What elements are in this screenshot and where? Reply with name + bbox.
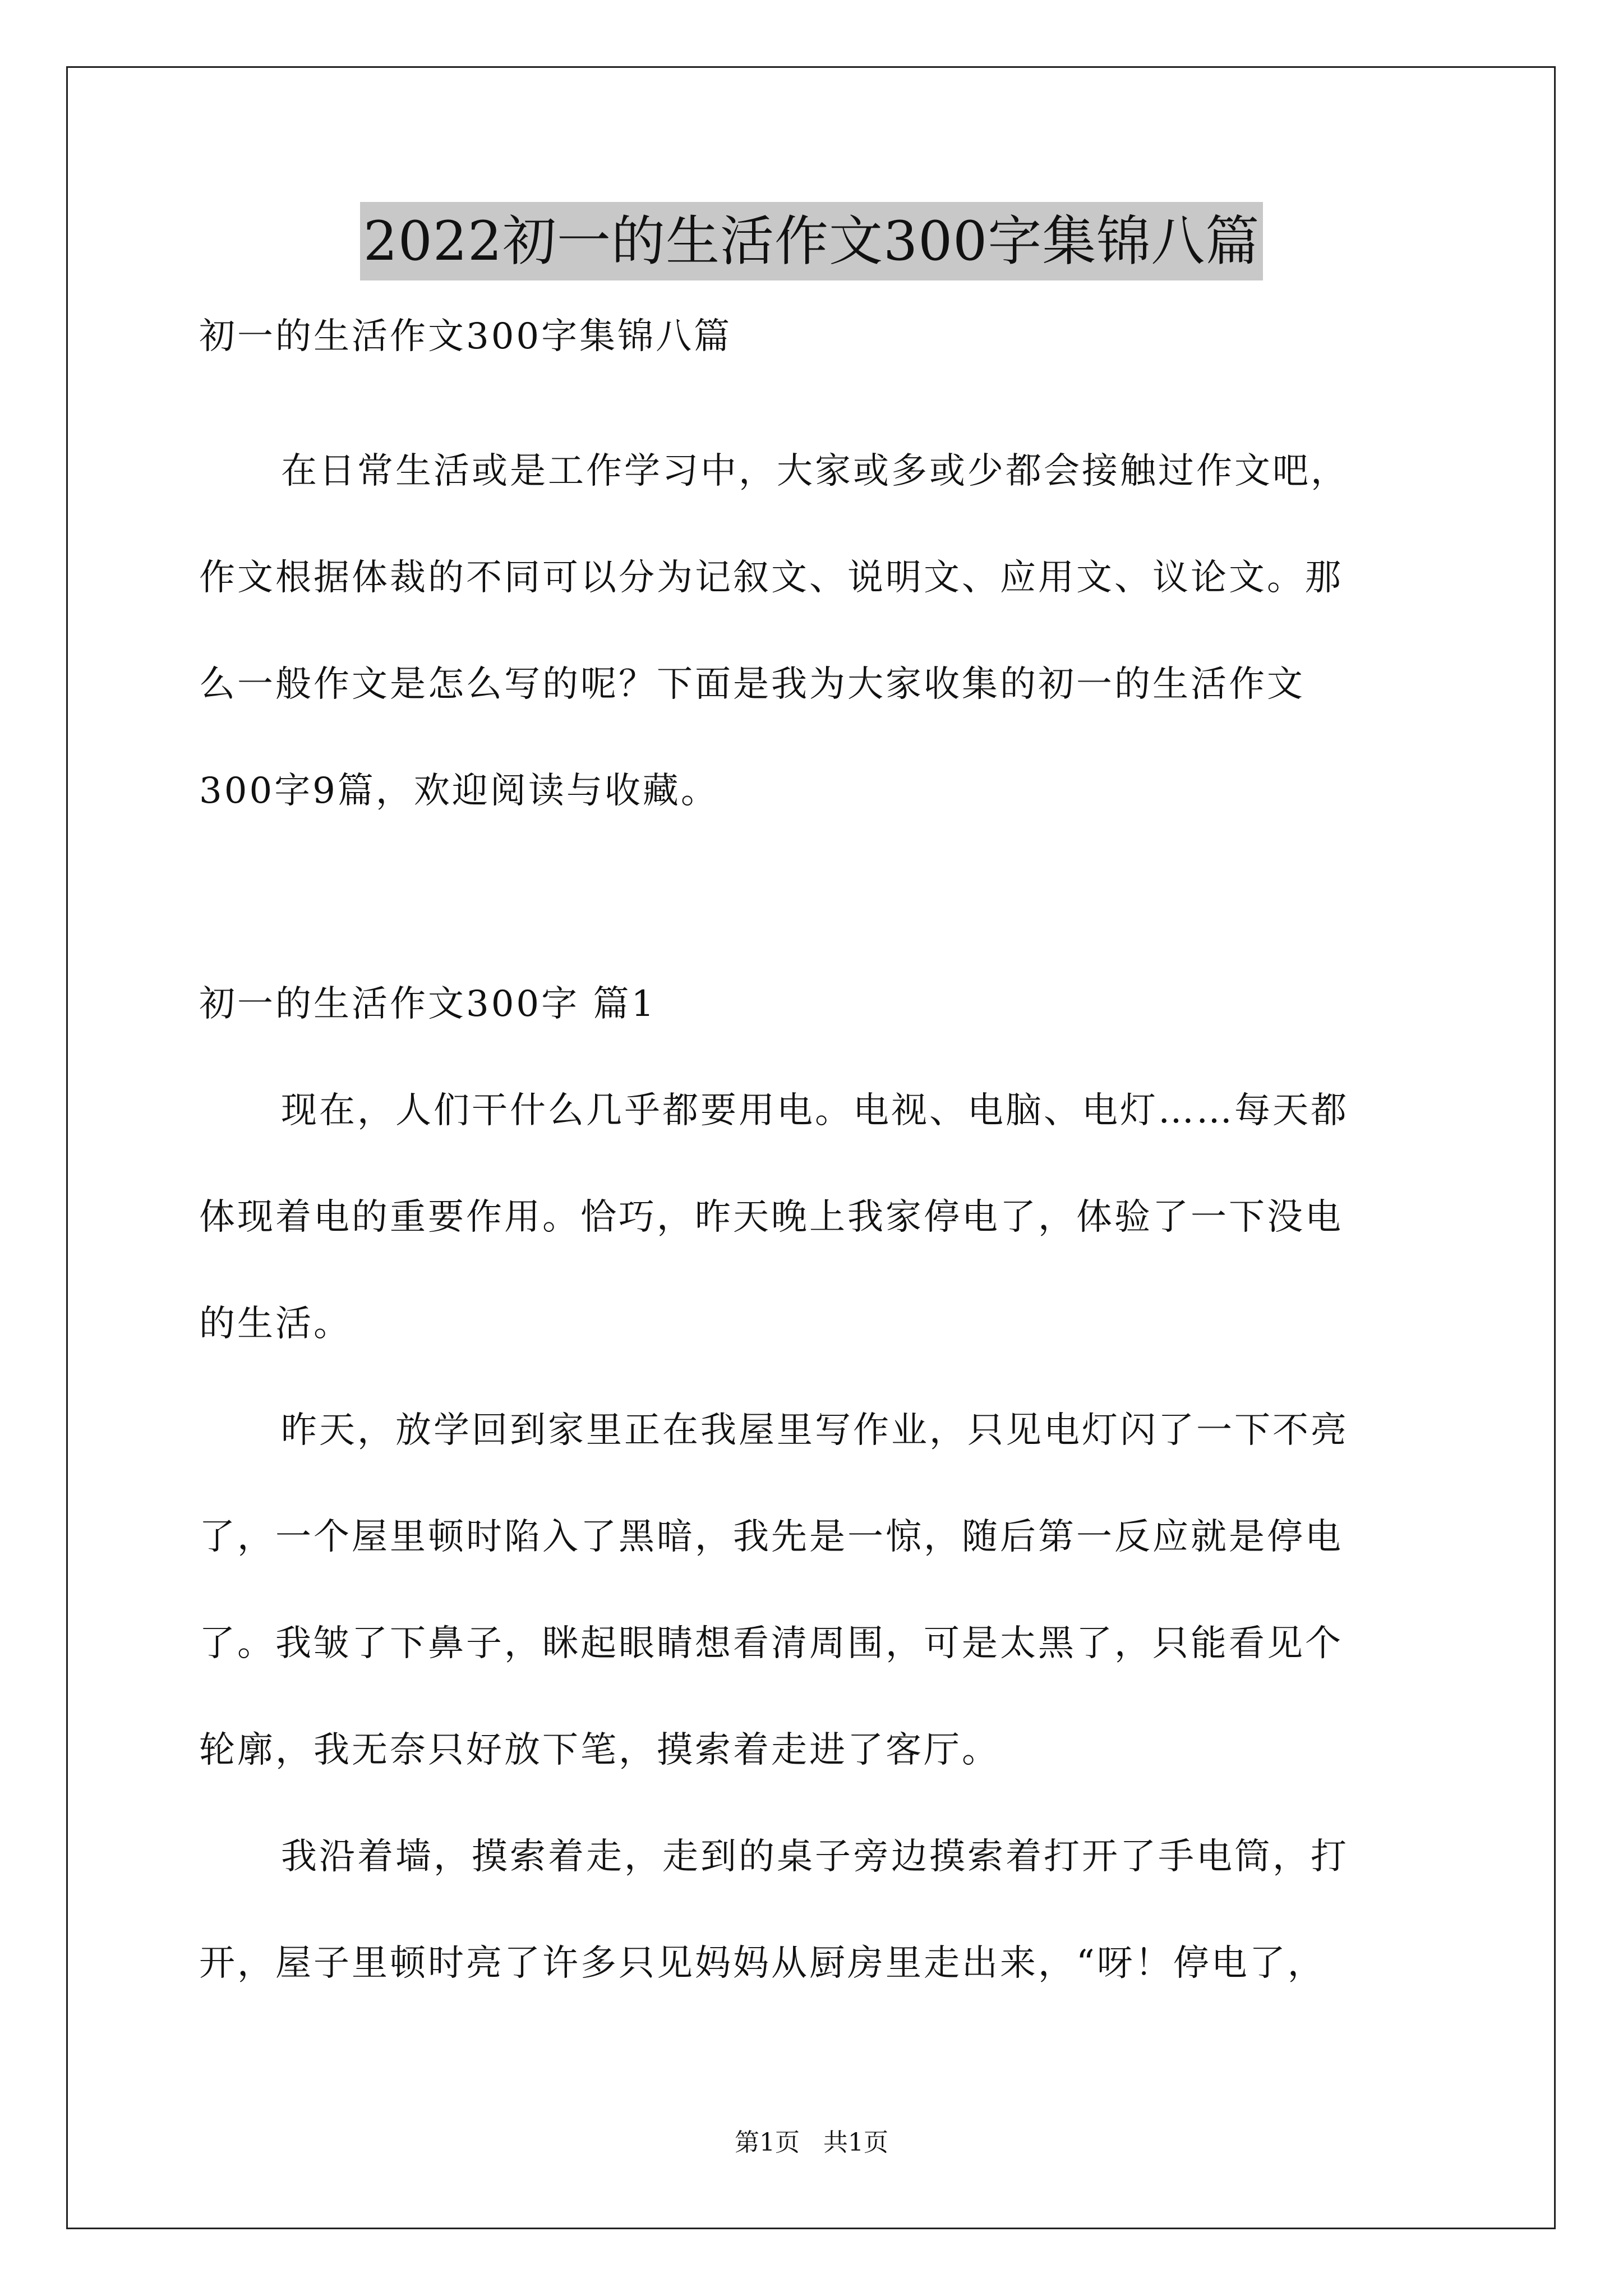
text-line: 轮廓，我无奈只好放下笔，摸索着走进了客厅。 [199,1729,1000,1771]
title-container [0,202,1623,280]
text-line: 在日常生活或是工作学习中，大家或多或少都会接触过作文吧， [281,450,1349,492]
text-line: 开，屋子里顿时亮了许多只见妈妈从厨房里走出来，“呀！停电了， [199,1943,1326,1984]
text-line: 初一的生活作文300字 篇1 [199,983,657,1025]
text-line: 的生活。 [199,1303,352,1345]
text-line: 作文根据体裁的不同可以分为记叙文、说明文、应用文、议论文。那 [199,557,1343,599]
text-line: 昨天，放学回到家里正在我屋里写作业，只见电灯闪了一下不亮 [281,1410,1349,1451]
text-line: 初一的生活作文300字集锦八篇 [199,316,732,357]
document-title: 2022初一的生活作文300字集锦八篇 [360,202,1264,280]
page-border [66,66,1556,2229]
text-line: 300字9篇，欢迎阅读与收藏。 [199,770,719,812]
text-line: 么一般作文是怎么写的呢？下面是我为大家收集的初一的生活作文 [199,664,1305,705]
text-line: 现在，人们干什么几乎都要用电。电视、电脑、电灯……每天都 [281,1090,1349,1131]
page-footer: 第1页 共1页 [735,2128,888,2157]
text-line: 我沿着墙，摸索着走，走到的桌子旁边摸索着打开了手电筒，打 [281,1836,1349,1878]
text-line: 了，一个屋里顿时陷入了黑暗，我先是一惊，随后第一反应就是停电 [199,1516,1343,1558]
text-line: 体现着电的重要作用。恰巧，昨天晚上我家停电了，体验了一下没电 [199,1197,1343,1238]
text-line: 了。我皱了下鼻子，眯起眼睛想看清周围，可是太黑了，只能看见个 [199,1623,1343,1664]
